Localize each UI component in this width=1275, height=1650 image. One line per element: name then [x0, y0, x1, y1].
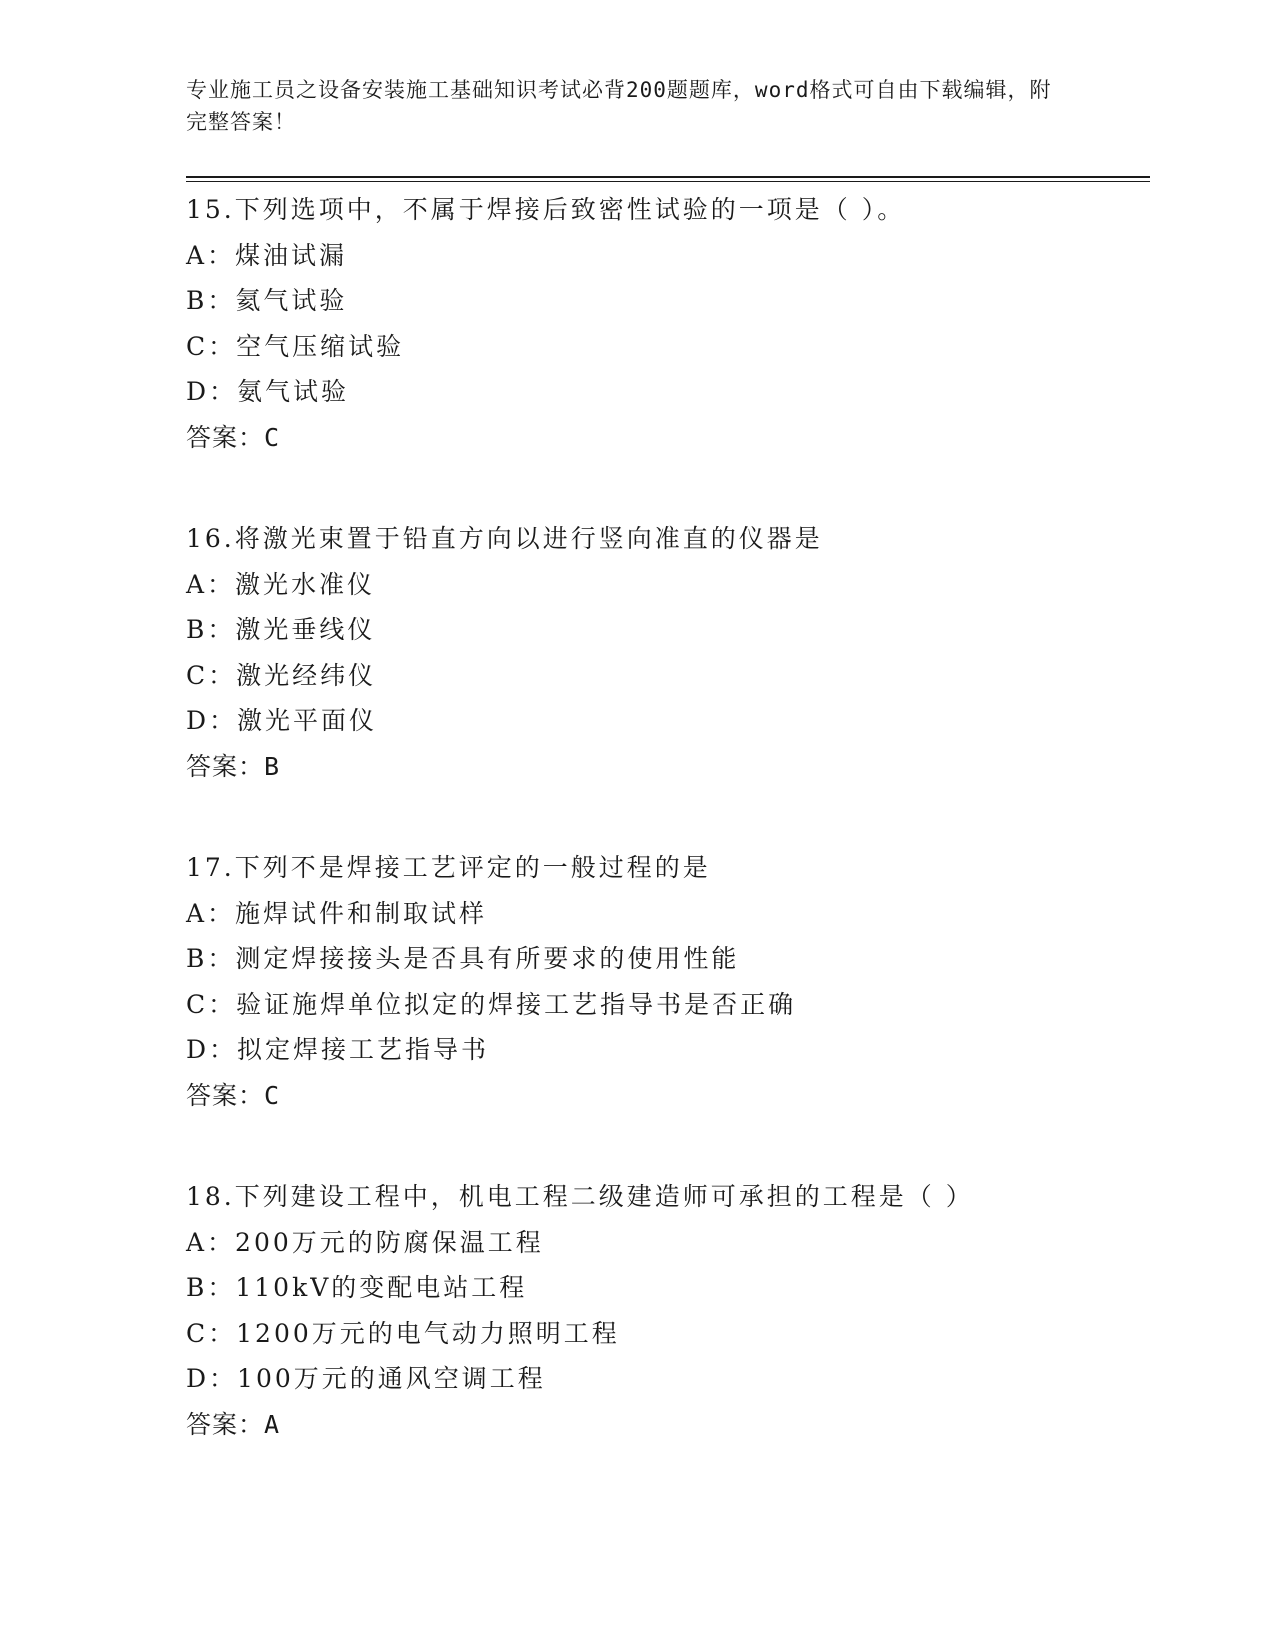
answer-line: [186, 415, 1186, 461]
option-c: C：激光经纬仪: [186, 660, 377, 690]
answer-line: [186, 1402, 1186, 1448]
option-d: D：氨气试验: [186, 377, 350, 406]
header-divider-thin: [186, 181, 1150, 182]
option-c: C：空气压缩试验: [186, 331, 405, 361]
question-stem: 16.将激光束置于铅直方向以进行竖向准直的仪器是: [186, 524, 823, 553]
option-b: B：测定焊接接头是否具有所要求的使用性能: [186, 944, 740, 973]
option-c: C：1200万元的电气动力照明工程: [186, 1318, 620, 1348]
answer-value: B: [264, 751, 280, 781]
option-b: B：氦气试验: [186, 286, 348, 315]
question-stem: 18.下列建设工程中，机电工程二级建造师可承担的工程是（ ）: [186, 1182, 974, 1211]
answer-line: [186, 1073, 1186, 1119]
question-stem: 15.下列选项中，不属于焊接后致密性试验的一项是（ ）。: [186, 195, 906, 224]
question-stem: 17.下列不是焊接工艺评定的一般过程的是: [186, 853, 711, 882]
answer-label: 答案：: [186, 751, 265, 781]
question-block: [186, 845, 1186, 1118]
option-b: B：110kV的变配电站工程: [186, 1273, 528, 1302]
option-a: A：煤油试漏: [186, 240, 348, 270]
question-block: [186, 187, 1186, 460]
option-c: C：验证施焊单位拟定的焊接工艺指导书是否正确: [186, 989, 797, 1019]
option-d: D：100万元的通风空调工程: [186, 1364, 546, 1393]
option-a: A：激光水准仪: [186, 569, 376, 599]
option-d: D：拟定焊接工艺指导书: [186, 1035, 490, 1064]
answer-label: 答案：: [186, 1409, 265, 1439]
answer-value: C: [264, 422, 280, 452]
option-d: D：激光平面仪: [186, 706, 378, 735]
answer-value: C: [264, 1080, 280, 1110]
header-divider-thick: [186, 176, 1150, 178]
question-block: [186, 1174, 1186, 1447]
answer-value: A: [264, 1409, 280, 1439]
option-a: A：200万元的防腐保温工程: [186, 1227, 544, 1257]
question-list: [186, 187, 1186, 1447]
option-b: B：激光垂线仪: [186, 615, 376, 644]
answer-label: 答案：: [186, 422, 265, 452]
document-header: 专业施工员之设备安装施工基础知识考试必背200题题库，word格式可自由下载编辑，附完整答案！: [186, 78, 1052, 134]
answer-label: 答案：: [186, 1080, 265, 1110]
question-block: [186, 516, 1186, 789]
option-a: A：施焊试件和制取试样: [186, 898, 488, 928]
answer-line: [186, 744, 1186, 790]
